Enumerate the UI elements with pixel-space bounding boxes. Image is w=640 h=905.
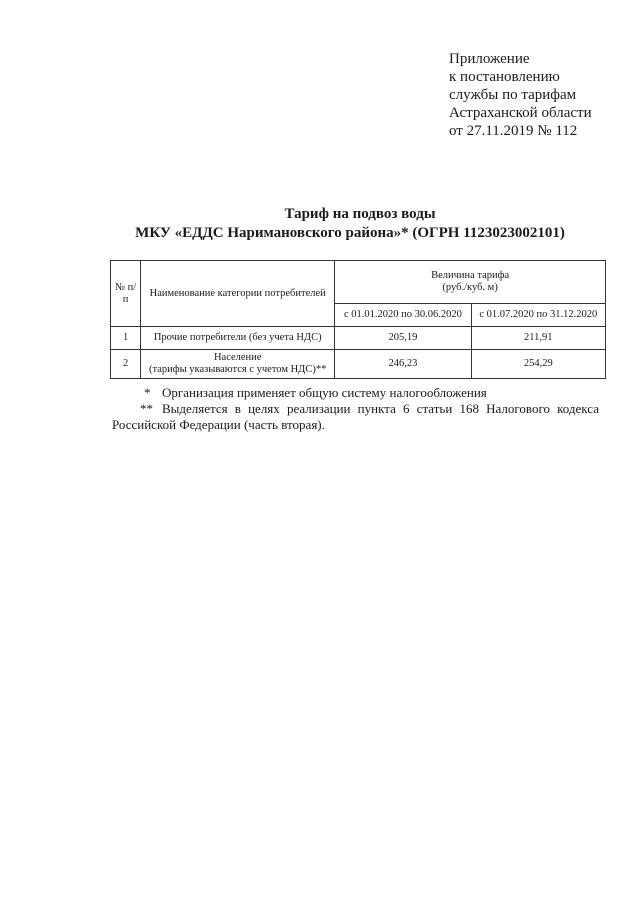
footnote-1-mark: *	[144, 385, 151, 400]
row-name-line-1: Население	[213, 352, 262, 363]
header-value-line-1: Величина тарифа	[431, 270, 510, 281]
footnote-1	[112, 385, 599, 401]
footnote-2-continuation: Российской Федерации (часть вторая).	[112, 417, 325, 432]
row-name	[141, 327, 335, 350]
appendix-line: от 27.11.2019 № 112	[449, 123, 578, 139]
appendix-line: Приложение	[449, 51, 530, 67]
footnote-1-text: Организация применяет общую систему налогообложения	[162, 385, 487, 400]
row-num: 1	[111, 327, 141, 350]
footnote-2-mark: **	[140, 401, 153, 416]
appendix-line: службы по тарифам	[449, 87, 577, 103]
row-value-period-1: 205,19	[335, 327, 471, 350]
row-value-period-2: 254,29	[471, 350, 605, 379]
title-line-1: Тариф на подвоз воды	[284, 206, 436, 222]
header-period-1: с 01.01.2020 по 30.06.2020	[335, 304, 471, 327]
header-period-2: с 01.07.2020 по 31.12.2020	[471, 304, 605, 327]
appendix-line: к постановлению	[449, 69, 560, 85]
header-value-line-2: (руб./куб. м)	[442, 282, 498, 293]
header-num: № п/п	[111, 261, 141, 327]
header-name: Наименование категории потребителей	[141, 261, 335, 327]
appendix-line: Астраханской области	[449, 105, 592, 121]
row-name-line-1: Прочие потребители (без учета НДС)	[153, 332, 322, 343]
row-num: 2	[111, 350, 141, 379]
table-row	[111, 350, 606, 379]
title-line-2: МКУ «ЕДДС Наримановского района»* (ОГРН 1123023002101)	[135, 225, 565, 241]
table-header-row	[111, 261, 606, 304]
row-value-period-1: 246,23	[335, 350, 471, 379]
tariff-table	[110, 260, 606, 379]
row-value-period-2: 211,91	[471, 327, 605, 350]
footnotes	[112, 385, 599, 433]
footnote-2-text: Выделяется в целях реализации пункта 6 статьи 168 Налогового кодекса	[162, 401, 599, 416]
row-name-line-2: (тарифы указываются с учетом НДС)**	[149, 364, 327, 375]
table-row	[111, 327, 606, 350]
footnote-2	[112, 401, 599, 417]
document-title	[0, 205, 640, 243]
row-name	[141, 350, 335, 379]
header-value	[335, 261, 606, 304]
appendix-block	[449, 50, 629, 140]
